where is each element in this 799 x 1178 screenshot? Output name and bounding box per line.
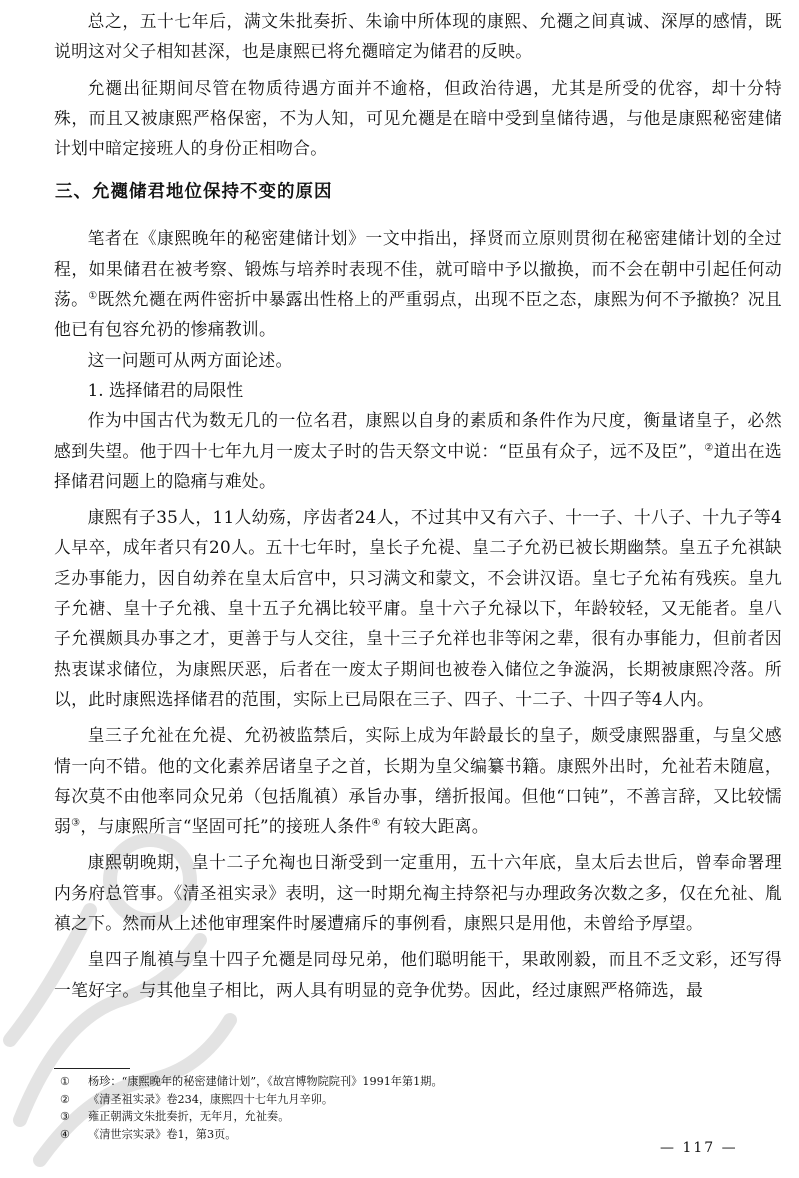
paragraph-text: ，与康熙所言“坚固可托”的接班人条件: [80, 816, 372, 837]
footnote-number: ②: [60, 1092, 71, 1106]
paragraph-text: 道出在选择储君问题上的隐痛与难处。: [54, 440, 782, 491]
paragraph: 允禵出征期间尽管在物质待遇方面并不逾格，但政治待遇，尤其是所受的优容，却十分特殊，而且又被康熙严格保密，不为人知，可见允禵是在暗中受到皇储待遇，与他是康熙秘密建储计划中暗定接班人的身份正相吻合。: [54, 77, 782, 159]
paragraph: [54, 223, 782, 344]
paragraph-text: 笔者在《康熙晚年的秘密建储计划》一文中指出，择贤而立原则贯彻在秘密建储计划的全过程，如果储君在被考察、锻炼与培养时表现不佳，就可暗中予以撤换，而不会在朝中引起任何动荡。: [54, 228, 782, 310]
footnote: [60, 1108, 760, 1126]
footnote: [60, 1073, 760, 1091]
footnote-number: ①: [60, 1075, 71, 1088]
footnote-text: 《清世宗实录》卷1，第3页。: [88, 1127, 237, 1141]
paragraph: 皇四子胤禛与皇十四子允禵是同母兄弟，他们聪明能干，果敢刚毅，而且不乏文彩，还写得一笔好字。与其他皇子相比，两人具有明显的竞争优势。因此，经过康熙严格筛选，最: [54, 949, 782, 1000]
footnote-ref: ①: [88, 290, 98, 302]
paragraph-text: 有较大距离。: [380, 816, 489, 837]
paragraph: [54, 405, 782, 496]
footnote-text: 雍正朝满文朱批奏折，无年月，允祉奏。: [88, 1110, 290, 1123]
footnote-ref: ④: [371, 817, 381, 829]
footnote-ref: ③: [71, 817, 81, 829]
footnote: [60, 1126, 760, 1144]
page-number: — 117 —: [660, 1140, 738, 1156]
paragraph: [54, 720, 782, 841]
paragraph: 总之，五十七年后，满文朱批奏折、朱谕中所体现的康熙、允禵之间真诚、深厚的感情，既说明这对父子相知甚深，也是康熙已将允禵暗定为储君的反映。: [54, 11, 782, 62]
paragraph: 康熙朝晚期，皇十二子允祹也日渐受到一定重用，五十六年底，皇太后去世后，曾奉命署理内务府总管事。《清圣祖实录》表明，这一时期允祹主持祭祀与办理政务次数之多，仅在允祉、胤禛之下。然而从上述他审理案件时屡遭痛斥的事例看，康熙只是用他，未曾给予厚望。: [54, 852, 782, 934]
paragraph-text: 皇三子允祉在允禔、允礽被监禁后，实际上成为年龄最长的皇子，颇受康熙器重，与皇父感情一向不错。他的文化素养居诸皇子之首，长期为皇父编纂书籍。康熙外出时，允祉若未随扈，每次莫不由他率同众兄弟（包括胤禛）承旨办事，缮折报闻。但他“口钝”，不善言辞，又比较懦弱: [54, 725, 782, 837]
footnote-text: 杨珍：“康熙晚年的秘密建储计划”，《故宫博物院院刊》1991年第1期。: [88, 1075, 443, 1088]
footnote-text: 《清圣祖实录》卷234，康熙四十七年九月辛卯。: [88, 1092, 334, 1106]
footnote-ref: ②: [704, 441, 714, 453]
footnote-number: ③: [60, 1110, 71, 1123]
footnotes: [60, 1073, 760, 1143]
paragraph-text: 作为中国古代为数无几的一位名君，康熙以自身的素质和条件作为尺度，衡量诸皇子，必然感到失望。他于四十七年九月一废太子时的告天祭文中说：“臣虽有众子，远不及臣”，: [54, 410, 782, 461]
footnote-divider: [54, 1068, 130, 1069]
main-text: [54, 6, 782, 1005]
paragraph: 康熙有子35人，11人幼殇，序齿者24人，不过其中又有六子、十一子、十八子、十九子等4人早卒，成年者只有20人。五十七年时，皇长子允禔、皇二子允礽已被长期幽禁。皇五子允祺缺乏办事能力，因自幼养在皇太后宫中，只习满文和蒙文，不会讲汉语。皇七子允祐有残疾。皇九子允禟、皇十子允䄉、皇十五子允禑比较平庸。皇十六子允禄以下，年龄较轻，又无能者。皇八子允禩颇具办事之才，更善于与人交往，皇十三子允祥也非等闲之辈，很有办事能力，但前者因热衷谋求储位，为康熙厌恶，后者在一废太子期间也被卷入储位之争漩涡，长期被康熙冷落。所以，此时康熙选择储君的范围，实际上已局限在三子、四子、十二子、十四子等4人内。: [54, 507, 782, 709]
footnote: [60, 1091, 760, 1109]
section-heading: 三、允禵储君地位保持不变的原因: [55, 182, 333, 203]
subheading: 1. 选择储君的局限性: [87, 379, 244, 400]
paragraph: 这一问题可从两方面论述。: [87, 349, 293, 370]
footnote-number: ④: [60, 1127, 71, 1141]
paragraph-text: 既然允禵在两件密折中暴露出性格上的严重弱点，出现不臣之态，康熙为何不予撤换？况且他已有包容允礽的惨痛教训。: [54, 289, 782, 340]
